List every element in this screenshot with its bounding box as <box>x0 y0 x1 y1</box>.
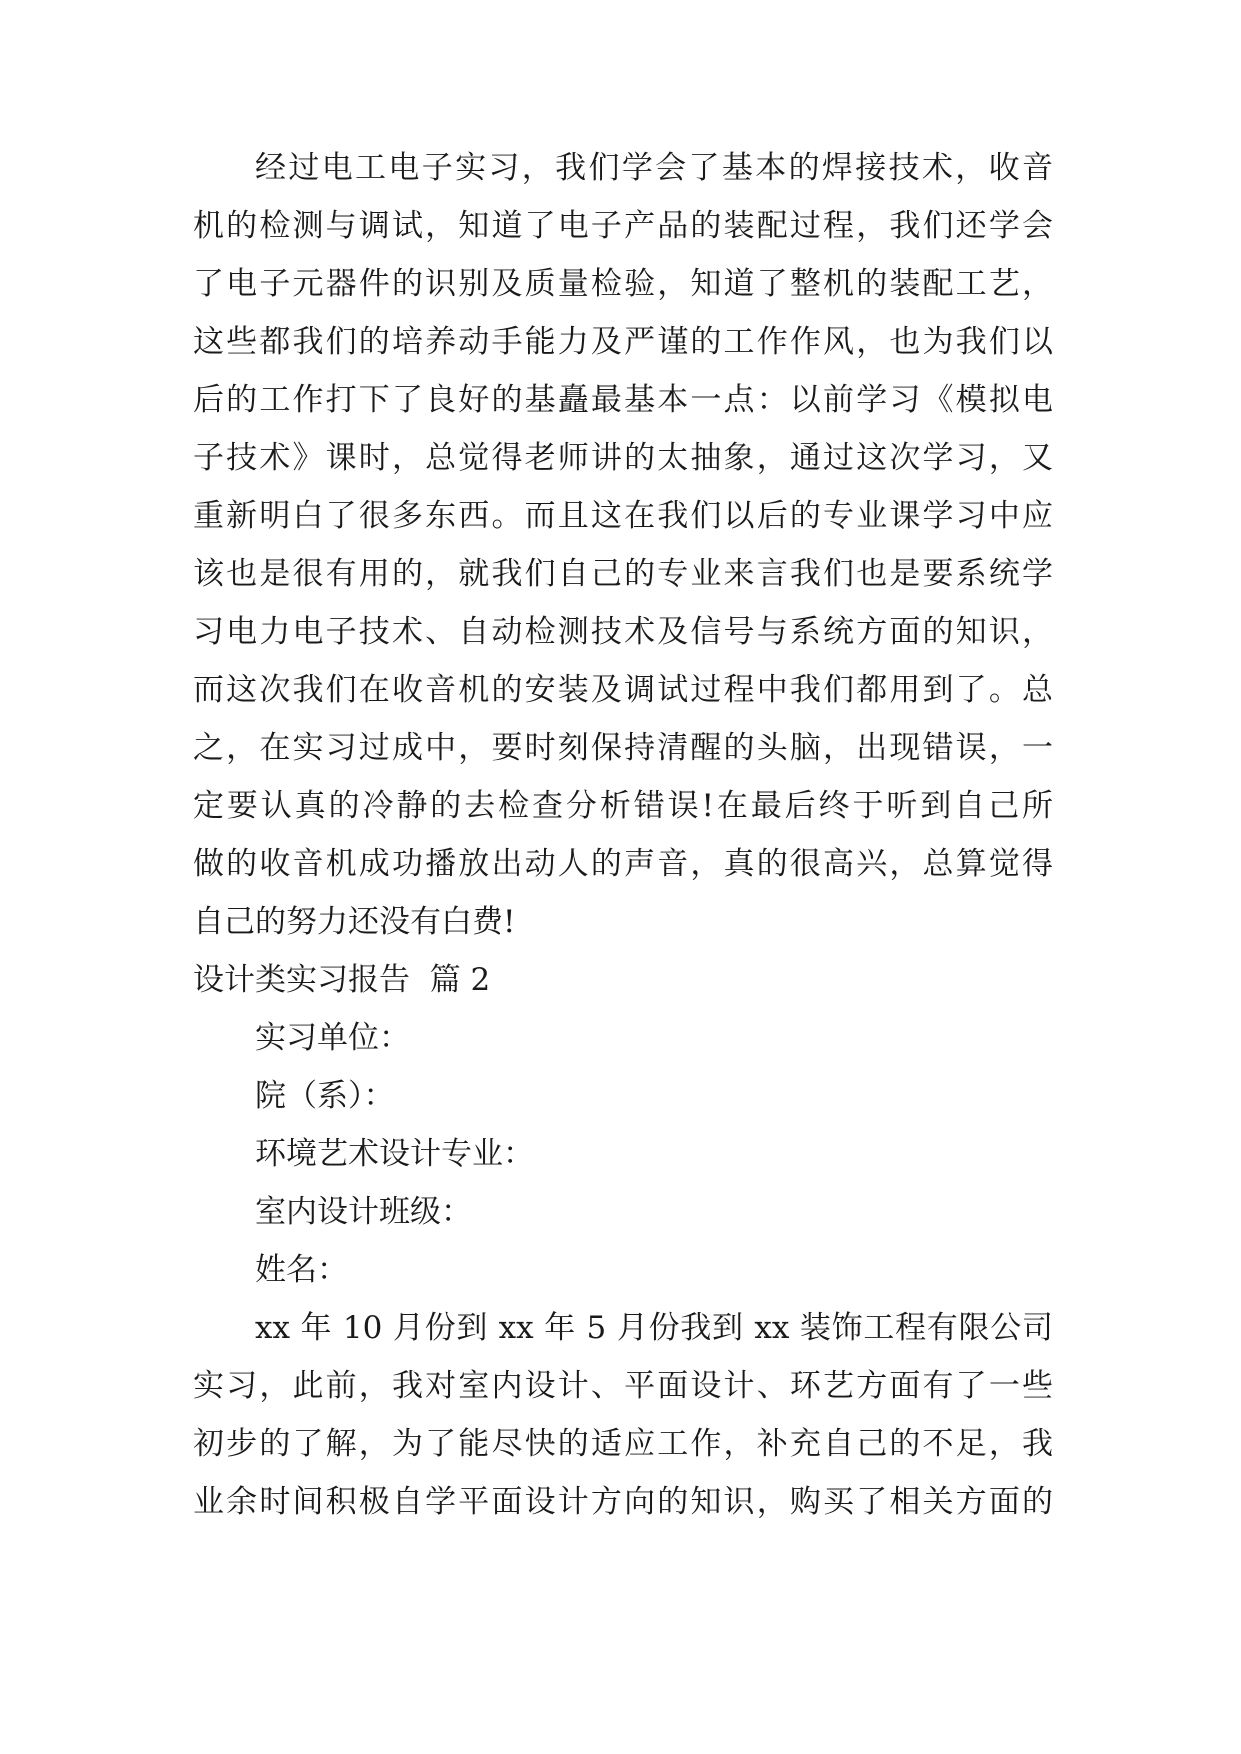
field-major: 环境艺术设计专业： <box>255 1136 534 1172</box>
paragraph-1-line-4: 这些都我们的培养动手能力及严谨的工作作风，也为我们以 <box>193 324 1053 360</box>
paragraph-1-line-12: 定要认真的冷静的去检查分析错误!在最后终于听到自己所 <box>193 788 1053 824</box>
paragraph-1-line-2: 机的检测与调试，知道了电子产品的装配过程，我们还学会 <box>193 208 1053 244</box>
paragraph-2-line-2: 实习，此前，我对室内设计、平面设计、环艺方面有了一些 <box>193 1368 1053 1404</box>
field-internship-unit: 实习单位： <box>255 1020 410 1056</box>
field-name: 姓名： <box>255 1252 348 1288</box>
section-title: 设计类实习报告 篇 2 <box>193 962 491 998</box>
field-class: 室内设计班级： <box>255 1194 472 1230</box>
paragraph-2-line-3: 初步的了解，为了能尽快的适应工作，补充自己的不足，我 <box>193 1426 1053 1462</box>
paragraph-1-line-1: 经过电工电子实习，我们学会了基本的焊接技术，收音 <box>255 150 1053 186</box>
paragraph-1-line-5: 后的工作打下了良好的基矗最基本一点：以前学习《模拟电 <box>193 382 1053 418</box>
paragraph-1-line-6: 子技术》课时，总觉得老师讲的太抽象，通过这次学习，又 <box>193 440 1053 476</box>
paragraph-1-line-9: 习电力电子技术、自动检测技术及信号与系统方面的知识， <box>193 614 1053 650</box>
paragraph-1-line-11: 之，在实习过成中，要时刻保持清醒的头脑，出现错误，一 <box>193 730 1053 766</box>
paragraph-1-line-14: 自己的努力还没有白费! <box>193 904 516 940</box>
paragraph-1-line-3: 了电子元器件的识别及质量检验，知道了整机的装配工艺， <box>193 266 1053 302</box>
paragraph-1-line-10: 而这次我们在收音机的安装及调试过程中我们都用到了。总 <box>193 672 1053 708</box>
paragraph-2-line-1: xx 年 10 月份到 xx 年 5 月份我到 xx 装饰工程有限公司 <box>255 1310 1053 1346</box>
paragraph-1-line-8: 该也是很有用的，就我们自己的专业来言我们也是要系统学 <box>193 556 1053 592</box>
paragraph-1-line-7: 重新明白了很多东西。而且这在我们以后的专业课学习中应 <box>193 498 1053 534</box>
paragraph-1-line-13: 做的收音机成功播放出动人的声音，真的很高兴，总算觉得 <box>193 846 1053 882</box>
paragraph-2-line-4: 业余时间积极自学平面设计方向的知识，购买了相关方面的 <box>193 1484 1053 1520</box>
field-department: 院（系）： <box>255 1078 395 1114</box>
